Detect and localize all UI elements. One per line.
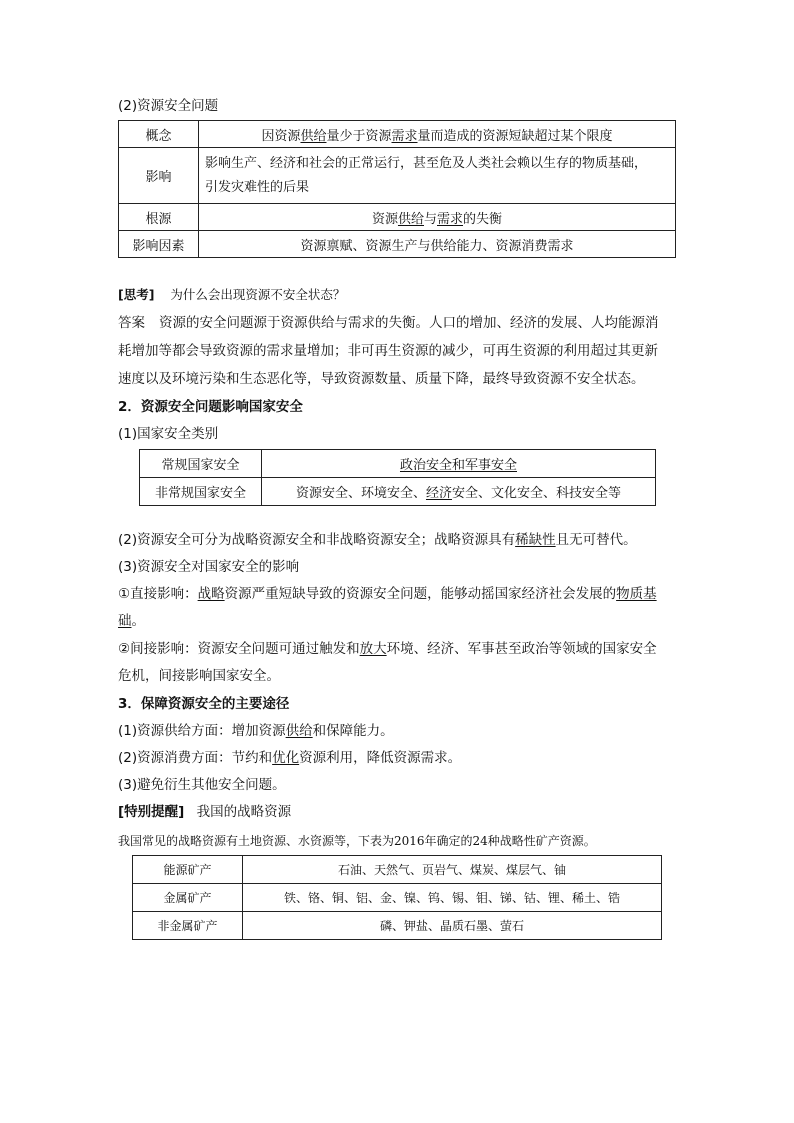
factors-value: 资源禀赋、资源生产与供给能力、资源消费需求 <box>199 231 676 258</box>
energy-minerals: 石油、天然气、页岩气、煤炭、煤层气、铀 <box>243 856 662 884</box>
direct-impact: ①直接影响：战略资源严重短缺导致的资源安全问题，能够动摇国家经济社会发展的物质基 <box>118 586 657 602</box>
strategic-minerals-table <box>132 855 662 940</box>
national-security-table <box>139 449 656 506</box>
direct-impact-cont: 础。 <box>118 613 145 629</box>
nonmetal-minerals: 磷、钾盐、晶质石墨、萤石 <box>243 912 662 940</box>
answer-line-3: 速度以及环境污染和生态恶化等，导致资源数量、质量下降，最终导致资源不安全状态。 <box>118 371 645 387</box>
nonconventional-value: 资源安全、环境安全、经济安全、文化安全、科技安全等 <box>262 478 656 506</box>
reminder-title: 我国的战略资源 <box>196 804 292 820</box>
section-3-item-3: (3)避免衍生其他安全问题。 <box>118 777 286 793</box>
row-label-metal: 金属矿产 <box>133 884 243 912</box>
think-question <box>118 285 345 305</box>
row-label-conventional: 常规国家安全 <box>140 450 262 478</box>
section-3-item-2: (2)资源消费方面：节约和优化资源利用，降低资源需求。 <box>118 750 462 766</box>
reminder-tag: [特别提醒] <box>118 804 185 820</box>
resource-security-table <box>118 120 676 258</box>
impact-value: 影响生产、经济和社会的正常运行，甚至危及人类社会赖以生存的物质基础， 引发灾难性的后果 <box>199 148 676 204</box>
section-2-para-2: (2)资源安全可分为战略资源安全和非战略资源安全；战略资源具有稀缺性且无可替代。 <box>118 532 637 548</box>
think-text: 为什么会出现资源不安全状态？ <box>170 287 346 302</box>
concept-value: 因资源供给量少于资源需求量而造成的资源短缺超过某个限度 <box>199 121 676 148</box>
section-3-title: 3．保障资源安全的主要途径 <box>118 696 290 712</box>
indirect-impact: ②间接影响：资源安全问题可通过触发和放大环境、经济、军事甚至政治等领域的国家安全 <box>118 641 657 657</box>
answer-tag: 答案 <box>118 315 145 331</box>
row-label-energy: 能源矿产 <box>133 856 243 884</box>
answer-line-2: 耗增加等都会导致资源的需求量增加；非可再生资源的减少，可再生资源的利用超过其更新 <box>118 343 658 359</box>
section-title-resource-security: (2)资源安全问题 <box>118 98 219 114</box>
row-label-factors: 影响因素 <box>119 231 199 258</box>
special-reminder <box>118 802 291 822</box>
row-label-impact: 影响 <box>119 148 199 204</box>
row-label-nonconventional: 非常规国家安全 <box>140 478 262 506</box>
metal-minerals: 铁、铬、铜、铝、金、镍、钨、锡、钼、锑、钴、锂、稀土、锆 <box>243 884 662 912</box>
root-value: 资源供给与需求的失衡 <box>199 204 676 231</box>
answer-line-1: 答案 资源的安全问题源于资源供给与需求的失衡。人口的增加、经济的发展、人均能源消 <box>118 315 659 331</box>
section-2-para-3: (3)资源安全对国家安全的影响 <box>118 559 300 575</box>
conventional-value: 政治安全和军事安全 <box>262 450 656 478</box>
row-label-concept: 概念 <box>119 121 199 148</box>
reminder-text: 我国常见的战略资源有土地资源、水资源等，下表为2016年确定的24种战略性矿产资源。 <box>118 834 596 848</box>
section-2-title: 2．资源安全问题影响国家安全 <box>118 399 303 415</box>
think-tag: [思考] <box>118 287 155 302</box>
row-label-root: 根源 <box>119 204 199 231</box>
section-2-sub-1: (1)国家安全类别 <box>118 426 219 442</box>
row-label-nonmetal: 非金属矿产 <box>133 912 243 940</box>
section-3-item-1: (1)资源供给方面：增加资源供给和保障能力。 <box>118 723 394 739</box>
indirect-impact-cont: 危机，间接影响国家安全。 <box>118 668 280 684</box>
